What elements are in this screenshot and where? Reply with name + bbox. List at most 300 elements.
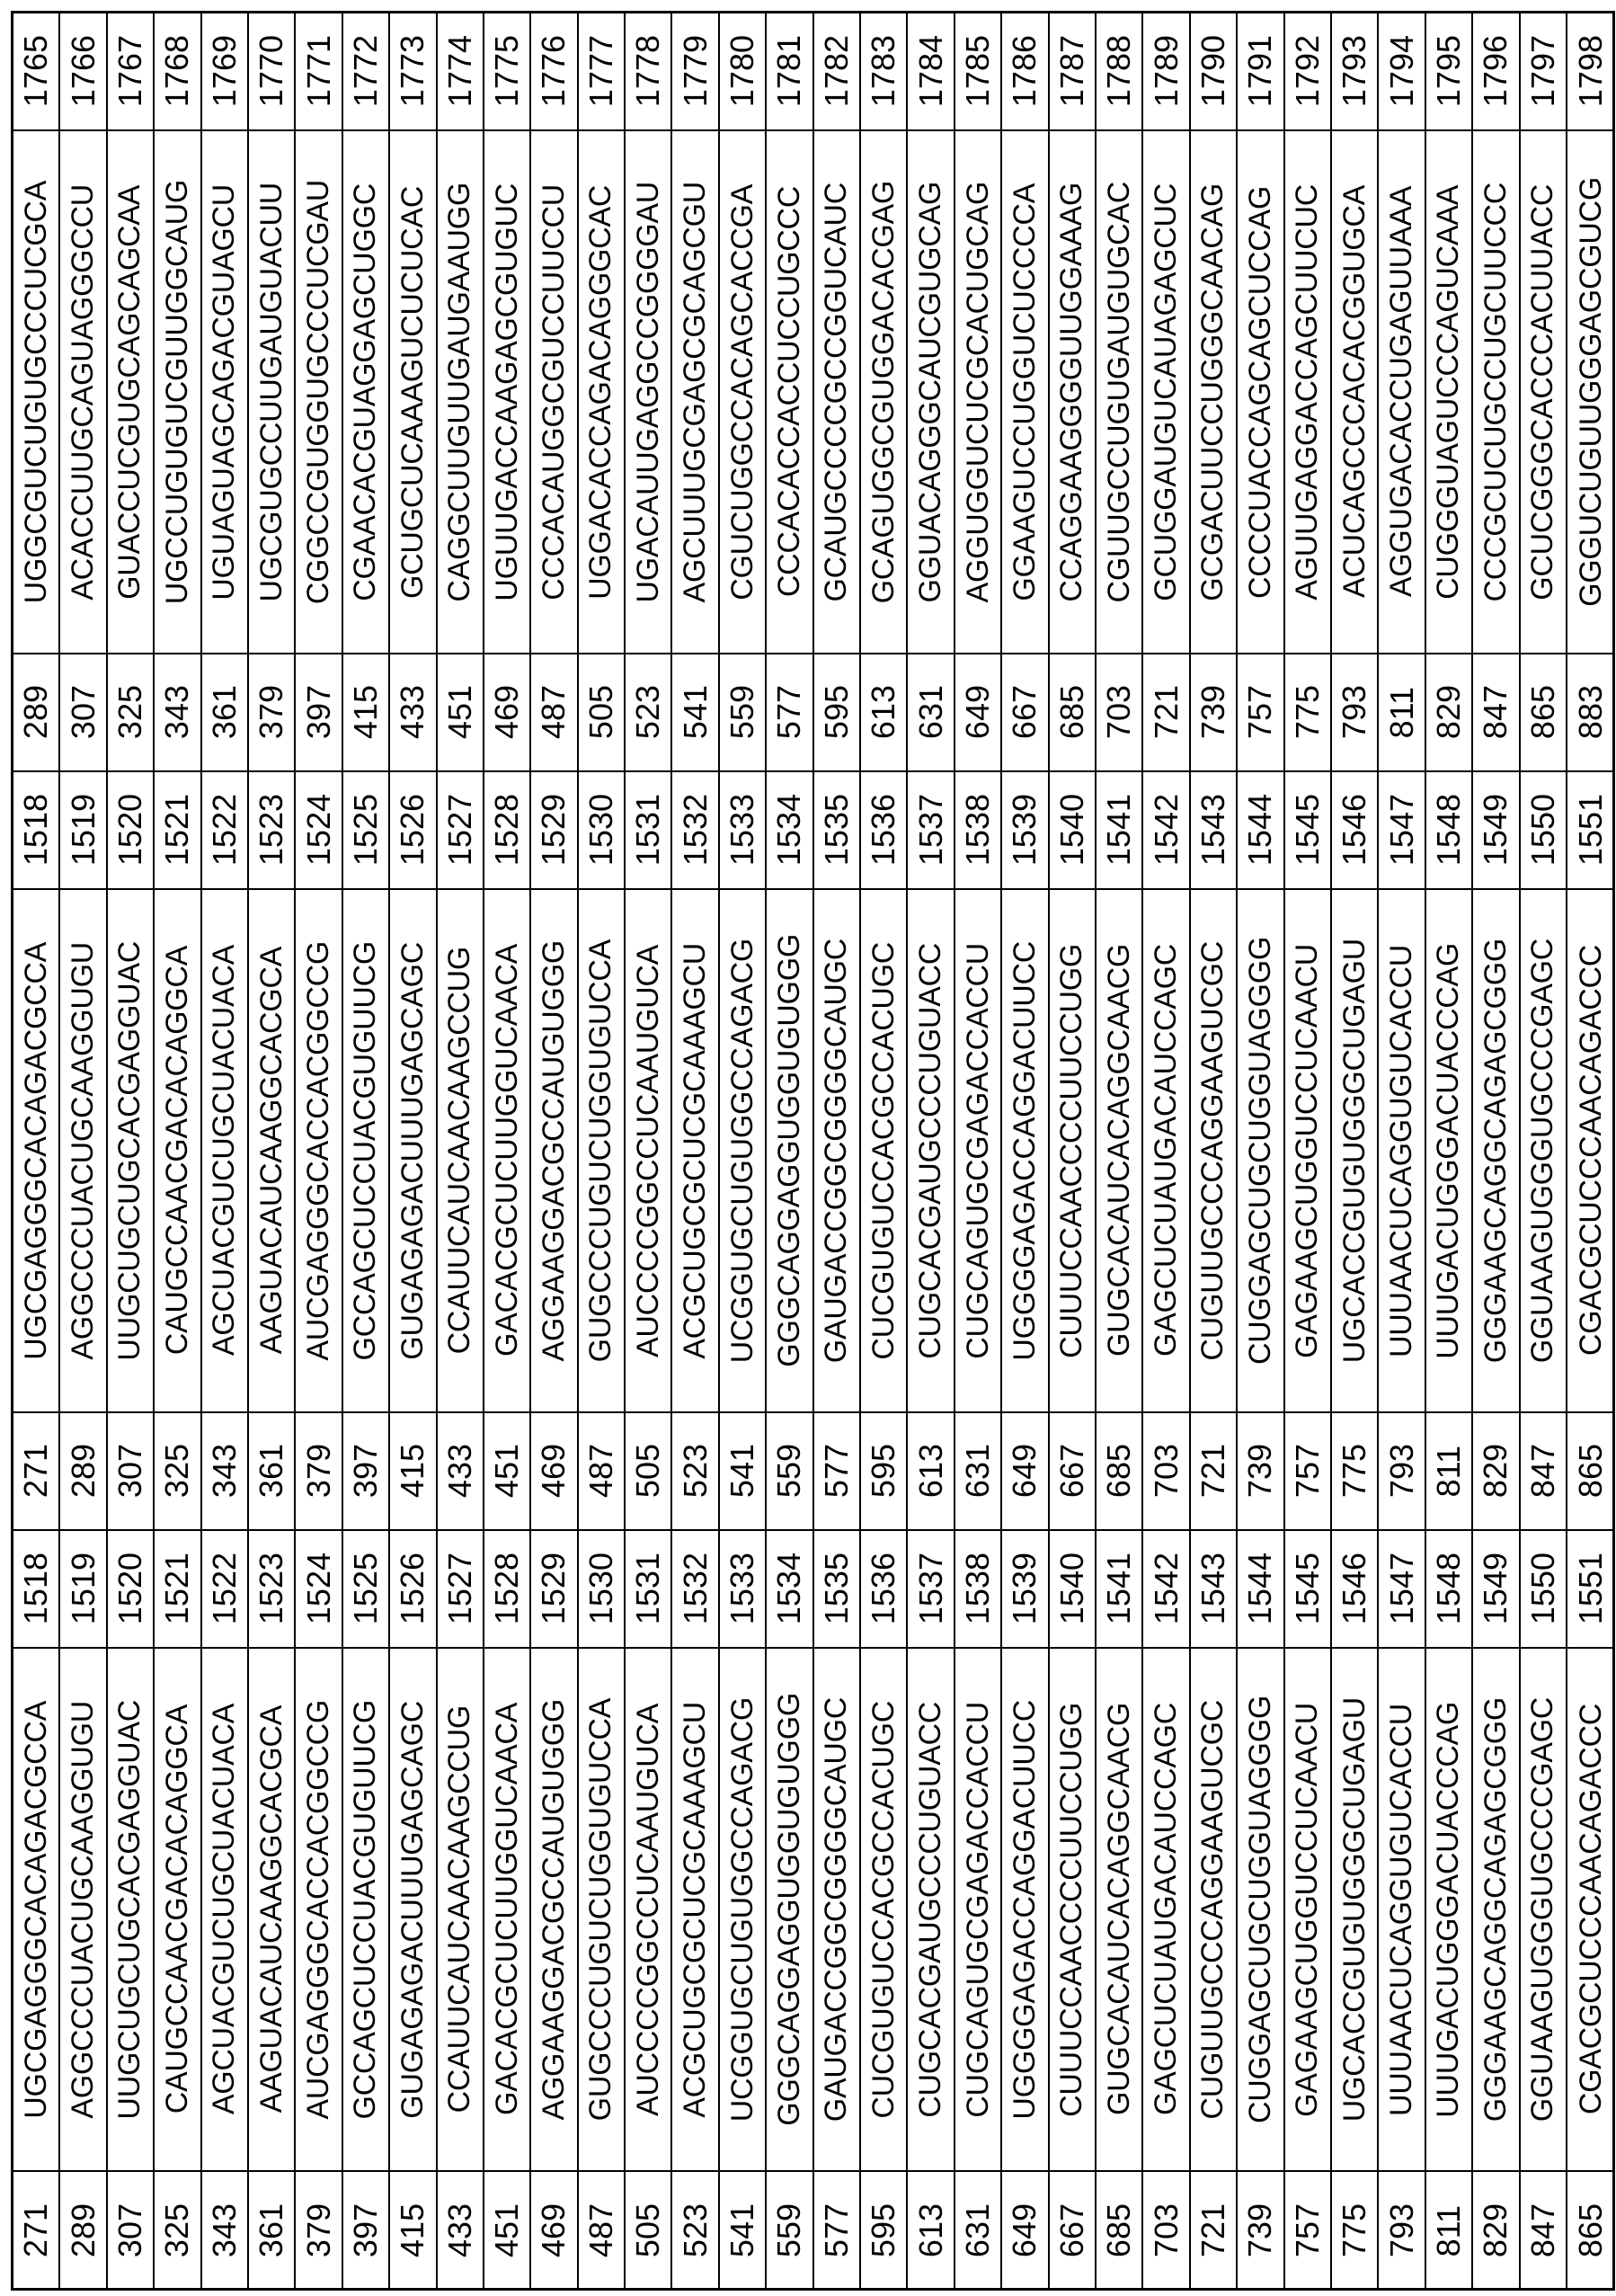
sequence-text: CAGGCUUGUUGAUGAAUGG [442,182,477,602]
table-cell [767,890,813,1413]
position-index-text: 1775 [488,35,526,107]
sequence-text: UGGGGAGACCAGGACUUCC [1008,1700,1043,2120]
sequence-text: UGACAUUGAGGCCGGGGAU [631,182,666,602]
position-index-text: 1532 [677,1553,715,1624]
table-cell [579,1531,626,1649]
table-cell [484,131,531,654]
position-index-text: 1793 [1336,35,1373,107]
table-cell [955,131,1002,654]
sequence-text: CCAUUCAUCAACAAGCCUG [442,1705,477,2113]
position-start-text: 865 [1572,2203,1610,2257]
table-cell [1426,1649,1473,2172]
table-cell [1426,131,1473,654]
table-cell [155,1413,201,1531]
table-cell [13,13,60,131]
position-index-text: 1532 [677,794,715,866]
table-cell [1332,890,1379,1413]
table-cell [155,1531,201,1649]
table-cell [1002,772,1049,890]
position-index-text: 1794 [1383,35,1421,107]
table-cell [249,1413,296,1531]
position-index-text: 1796 [1477,35,1514,107]
position-start-text: 667 [1053,1444,1091,1498]
table-cell [955,13,1002,131]
table-cell [1143,772,1190,890]
sequence-text: UUUGACUGGGACUACCCAG [1431,1702,1466,2118]
position-start-text: 541 [724,2203,761,2257]
position-start-text: 487 [582,2203,620,2257]
position-index-text: 1537 [912,794,950,866]
table-cell [531,654,578,772]
table-cell [1191,654,1238,772]
table-cell [390,1649,437,2172]
table-cell [1332,1649,1379,2172]
position-start-text: 433 [441,1444,479,1498]
table-cell [390,654,437,772]
sequence-text: GGUACAGGGCAUCGUGCAG [913,182,948,602]
sequence-text: ACACCUUGCAGUAGGGCCU [66,184,101,601]
table-cell [1191,1531,1238,1649]
table-cell [720,2172,767,2290]
table-cell [1097,131,1143,654]
position-index-text: 1797 [1524,35,1562,107]
position-end-text: 739 [1194,685,1232,739]
table-cell [1426,1531,1473,1649]
table-cell [626,890,672,1413]
position-index-text: 1784 [912,35,950,107]
table-cell [908,1531,955,1649]
table-cell [202,1531,249,1649]
sequence-text: UGGGGAGACCAGGACUUCC [1008,941,1043,1361]
position-index-text: 1535 [818,1553,856,1624]
table-cell [626,772,672,890]
position-index-text: 1522 [206,1553,244,1624]
position-start-text: 343 [206,1444,244,1498]
position-start-text: 325 [158,1444,196,1498]
table-cell [1285,1649,1332,2172]
sequence-text: CCCACACCACCUCCUGCCC [772,186,807,597]
sequence-text: GCAGUGGCGUGGACACGAG [866,181,901,603]
sequence-text: GUACCUCGUGCAGCAGCAA [112,185,147,600]
table-cell [108,890,155,1413]
position-index-text: 1540 [1053,1553,1091,1624]
table-cell [296,13,342,131]
table-cell [1191,890,1238,1413]
position-start-text: 613 [912,2203,950,2257]
sequence-text: GCUGGAUGUCAUAGAGCUC [1149,183,1184,601]
sequence-text: UUGCUGCUGCACGAGGUAC [112,941,147,1361]
table-cell [108,13,155,131]
position-start-text: 541 [724,1444,761,1498]
table-cell [249,1531,296,1649]
table-cell [1285,1413,1332,1531]
table-cell [1521,13,1567,131]
position-end-text: 865 [1524,685,1562,739]
table-cell [108,1531,155,1649]
table-cell [60,2172,107,2290]
table-cell [579,654,626,772]
table-cell [720,654,767,772]
table-cell [720,13,767,131]
table-cell [296,131,342,654]
table-cell [767,1531,813,1649]
table-cell [861,654,908,772]
position-end-text: 721 [1148,685,1185,739]
table-cell [1426,890,1473,1413]
position-start-text: 289 [65,1444,102,1498]
table-cell [1567,2172,1614,2290]
sequence-text: GAGCUCUAUGACAUCCAGC [1149,944,1184,1357]
position-start-text: 451 [488,1444,526,1498]
table-cell [1238,654,1284,772]
table-cell [438,13,484,131]
table-cell [343,890,390,1413]
sequence-text: CUGGGUAGUCCCAGUCAAA [1431,185,1466,600]
position-index-text: 1539 [1006,1553,1043,1624]
sequence-text: GCCAGCUCCUACGUGUUCG [348,941,383,1361]
table-cell [1143,13,1190,131]
table-cell [249,654,296,772]
table-cell [579,1413,626,1531]
table-cell [1285,131,1332,654]
sequence-text: GCCAGCUCCUACGUGUUCG [348,1700,383,2120]
position-start-text: 793 [1383,2203,1421,2257]
sequence-text: UGCACCGUGUGGGCUGAGU [1337,939,1372,1363]
table-cell [390,13,437,131]
table-cell [1567,13,1614,131]
table-cell [438,772,484,890]
position-end-text: 523 [629,685,667,739]
sequence-text: CUGUUGCCCAGGAAGUCGC [1195,941,1230,1361]
position-start-text: 361 [253,2203,290,2257]
table-cell [531,1531,578,1649]
table-cell [1521,131,1567,654]
sequence-text: CGUCUGGCCACAGCACCGA [725,184,760,601]
position-index-text: 1527 [441,1553,479,1624]
table-cell [1050,772,1097,890]
table-cell [1473,1649,1520,2172]
table-cell [626,2172,672,2290]
sequence-text: UUUAACUCAGGUGUCACCU [1384,1704,1419,2116]
sequence-text: UUGCUGCUGCACGAGGUAC [112,1700,147,2120]
table-cell [296,890,342,1413]
position-index-text: 1768 [158,35,196,107]
sequence-text: GUGCACAUCACAGGCAACG [1102,1703,1137,2115]
sequence-text: GGUAAGUGGGUGCCCGAGC [1525,1697,1560,2122]
sequence-text: GCAUGCCCCGCCGGUCAUC [819,182,854,602]
table-cell [484,1413,531,1531]
table-cell [908,1413,955,1531]
sequence-text: CUGCAGUGCGAGACCACCU [961,943,996,1359]
table-cell [1379,654,1425,772]
position-end-text: 757 [1241,685,1279,739]
table-cell [60,13,107,131]
table-cell [1238,2172,1284,2290]
table-cell [1002,1413,1049,1531]
sequence-text: GAGCUCUAUGACAUCCAGC [1149,1703,1184,2115]
table-cell [767,772,813,890]
sequence-text: UCGGUGCUGUGGCCAGACG [725,939,760,1363]
position-end-text: 325 [111,685,149,739]
table-cell [202,13,249,131]
position-index-text: 1528 [488,794,526,866]
table-cell [390,1531,437,1649]
position-start-text: 703 [1148,2203,1185,2257]
table-cell [1285,772,1332,890]
position-index-text: 1765 [17,35,55,107]
sequence-text: CGACGCUCCCAACAGACCC [1574,945,1609,1356]
position-index-text: 1773 [394,35,431,107]
position-index-text: 1519 [65,1553,102,1624]
table-cell [343,131,390,654]
position-index-text: 1528 [488,1553,526,1624]
position-index-text: 1530 [582,794,620,866]
table-cell [531,1649,578,2172]
position-index-text: 1769 [206,35,244,107]
table-cell [672,1531,719,1649]
position-index-text: 1551 [1572,1553,1610,1624]
table-cell [484,890,531,1413]
position-end-text: 289 [17,685,55,739]
table-cell [1143,1531,1190,1649]
table-cell [908,890,955,1413]
sequence-text: CUGGAGCUGCUGGUAGGGG [1243,937,1278,1365]
table-cell [1238,1531,1284,1649]
table-cell [155,131,201,654]
sequence-text: CCCGCUCUGCCUGCUUCCC [1478,182,1514,602]
position-index-text: 1520 [111,794,149,866]
sequence-text: GAUGACCGGCGGGGCAUGC [819,939,854,1363]
sequence-text: GGGCAGGAGGUGGUGUGGG [772,934,807,1367]
sequence-text: CUUUCCAACCCCUUCCUGG [1054,944,1089,1358]
table-cell [438,654,484,772]
position-start-text: 307 [111,2203,149,2257]
position-start-text: 631 [959,2203,997,2257]
position-end-text: 883 [1572,685,1610,739]
position-index-text: 1541 [1100,1553,1138,1624]
table-cell [343,654,390,772]
table-cell [720,1649,767,2172]
position-end-text: 541 [677,685,715,739]
table-cell [13,1649,60,2172]
table-cell [1238,772,1284,890]
position-end-text: 361 [206,685,244,739]
sequence-text: AGCUACGUCUGCUACUACA [207,945,242,1356]
table-cell [108,772,155,890]
position-start-text: 829 [1477,1444,1514,1498]
position-start-text: 379 [300,2203,338,2257]
sequence-text: GCUGCUCAAAGUCUCUCAC [395,186,431,599]
position-index-text: 1546 [1336,794,1373,866]
position-index-text: 1548 [1430,794,1468,866]
table-cell [1285,2172,1332,2290]
position-end-text: 667 [1006,685,1043,739]
position-index-text: 1540 [1053,794,1091,866]
sequence-text: CCCCUACCAGCAGCUCCAG [1243,186,1278,599]
position-index-text: 1529 [535,1553,573,1624]
position-end-text: 307 [65,685,102,739]
position-start-text: 559 [770,2203,808,2257]
sequence-text: GGGAAGCAGGCAGAGCGGG [1478,939,1514,1363]
position-index-text: 1533 [724,1553,761,1624]
table-cell [579,1649,626,2172]
table-cell [1426,654,1473,772]
table-cell [202,772,249,890]
table-cell [1473,2172,1520,2290]
table-cell [1097,2172,1143,2290]
table-cell [249,131,296,654]
position-start-text: 325 [158,2203,196,2257]
position-index-text: 1531 [629,1553,667,1624]
position-end-text: 811 [1383,687,1421,738]
position-end-text: 685 [1053,685,1091,739]
table-cell [579,13,626,131]
position-start-text: 577 [818,1444,856,1498]
position-start-text: 811 [1430,1446,1468,1497]
table-cell [579,131,626,654]
table-cell [531,131,578,654]
table-cell [1473,1531,1520,1649]
table-cell [1238,131,1284,654]
position-start-text: 613 [912,1444,950,1498]
sequence-text: CUUUCCAACCCCUUCCUGG [1054,1703,1089,2117]
table-cell [108,131,155,654]
table-cell [438,2172,484,2290]
sequence-text: UUUGACUGGGACUACCCAG [1431,943,1466,1359]
position-start-text: 739 [1241,1444,1279,1498]
table-cell [1143,1649,1190,2172]
table-cell [1002,1649,1049,2172]
sequence-text: AGGUGGUCUCGCACUGCAG [961,182,996,602]
position-end-text: 829 [1430,685,1468,739]
position-index-text: 1781 [770,35,808,107]
position-end-text: 577 [770,685,808,739]
sequence-text: CUCGUGUCCACGCCACUGC [866,1701,901,2119]
position-start-text: 559 [770,1444,808,1498]
position-index-text: 1777 [582,35,620,107]
table-cell [861,1649,908,2172]
position-index-text: 1545 [1289,1553,1327,1624]
table-cell [861,890,908,1413]
table-cell [484,772,531,890]
table-cell [60,772,107,890]
table-cell [484,654,531,772]
position-index-text: 1766 [65,35,102,107]
sequence-text: GAUGACCGGCGGGGCAUGC [819,1697,854,2122]
position-start-text: 523 [677,1444,715,1498]
table-cell [626,1649,672,2172]
position-index-text: 1521 [158,794,196,866]
sequence-text: GUGAGAGACUUUGAGCAGC [395,942,431,1360]
table-cell [13,654,60,772]
table-cell [296,2172,342,2290]
position-start-text: 523 [677,2203,715,2257]
table-cell [1191,13,1238,131]
table-cell [908,654,955,772]
sequence-text: UGUAGUAGCAGACGUAGCU [207,184,242,601]
position-index-text: 1534 [770,1553,808,1624]
table-cell [861,2172,908,2290]
table-cell [296,1413,342,1531]
position-index-text: 1544 [1241,794,1279,866]
table-cell [155,654,201,772]
table-cell [1050,13,1097,131]
table-cell [626,13,672,131]
table-cell [1379,890,1425,1413]
table-cell [1050,2172,1097,2290]
table-cell [814,1649,861,2172]
position-start-text: 685 [1100,2203,1138,2257]
table-cell [579,2172,626,2290]
position-index-text: 1772 [347,35,385,107]
table-cell [626,654,672,772]
position-end-text: 415 [347,685,385,739]
table-cell [814,131,861,654]
table-cell [484,2172,531,2290]
position-end-text: 487 [535,685,573,739]
position-index-text: 1533 [724,794,761,866]
table-cell [1143,131,1190,654]
table-cell [814,2172,861,2290]
position-index-text: 1524 [300,794,338,866]
table-cell [13,2172,60,2290]
sequence-text: AUCGAGGGCACCACGGCCG [301,1700,336,2120]
table-cell [767,2172,813,2290]
position-index-text: 1798 [1572,35,1610,107]
sequence-text: GAGAAGCUGGUCCUCAACU [1290,944,1325,1358]
sequence-text: UGCGAGGGCACAGACGCCA [19,1701,54,2119]
sequence-text: UGCCUGUGUCGUUGGCAUG [160,180,195,604]
position-index-text: 1548 [1430,1553,1468,1624]
table-cell [955,654,1002,772]
table-cell [955,1413,1002,1531]
table-cell [1379,2172,1425,2290]
table-cell [955,1531,1002,1649]
table-cell [1426,1413,1473,1531]
table-cell [814,772,861,890]
table-cell [1002,654,1049,772]
position-start-text: 685 [1100,1444,1138,1498]
table-cell [343,1649,390,2172]
position-start-text: 631 [959,1444,997,1498]
sequence-text: UGGCGUCUGUGCCCUCGCA [19,181,54,603]
position-index-text: 1550 [1524,794,1562,866]
table-cell [1238,890,1284,1413]
position-start-text: 469 [535,1444,573,1498]
table-cell [908,131,955,654]
position-index-text: 1527 [441,794,479,866]
table-cell [13,131,60,654]
table-cell [1285,1531,1332,1649]
sequence-text: CUGCAGUGCGAGACCACCU [961,1702,996,2118]
position-end-text: 847 [1477,685,1514,739]
table-cell [202,2172,249,2290]
position-index-text: 1518 [17,1553,55,1624]
table-cell [579,772,626,890]
table-cell [1238,1649,1284,2172]
position-index-text: 1785 [959,35,997,107]
table-cell [1002,131,1049,654]
table-cell [108,1413,155,1531]
position-index-text: 1543 [1194,794,1232,866]
table-cell [531,13,578,131]
table-cell [1050,890,1097,1413]
sequence-text: GUGCCCUGUCUGGUGUCCA [583,939,618,1362]
table-cell [814,654,861,772]
position-index-text: 1550 [1524,1553,1562,1624]
position-start-text: 343 [206,2203,244,2257]
position-index-text: 1779 [677,35,715,107]
